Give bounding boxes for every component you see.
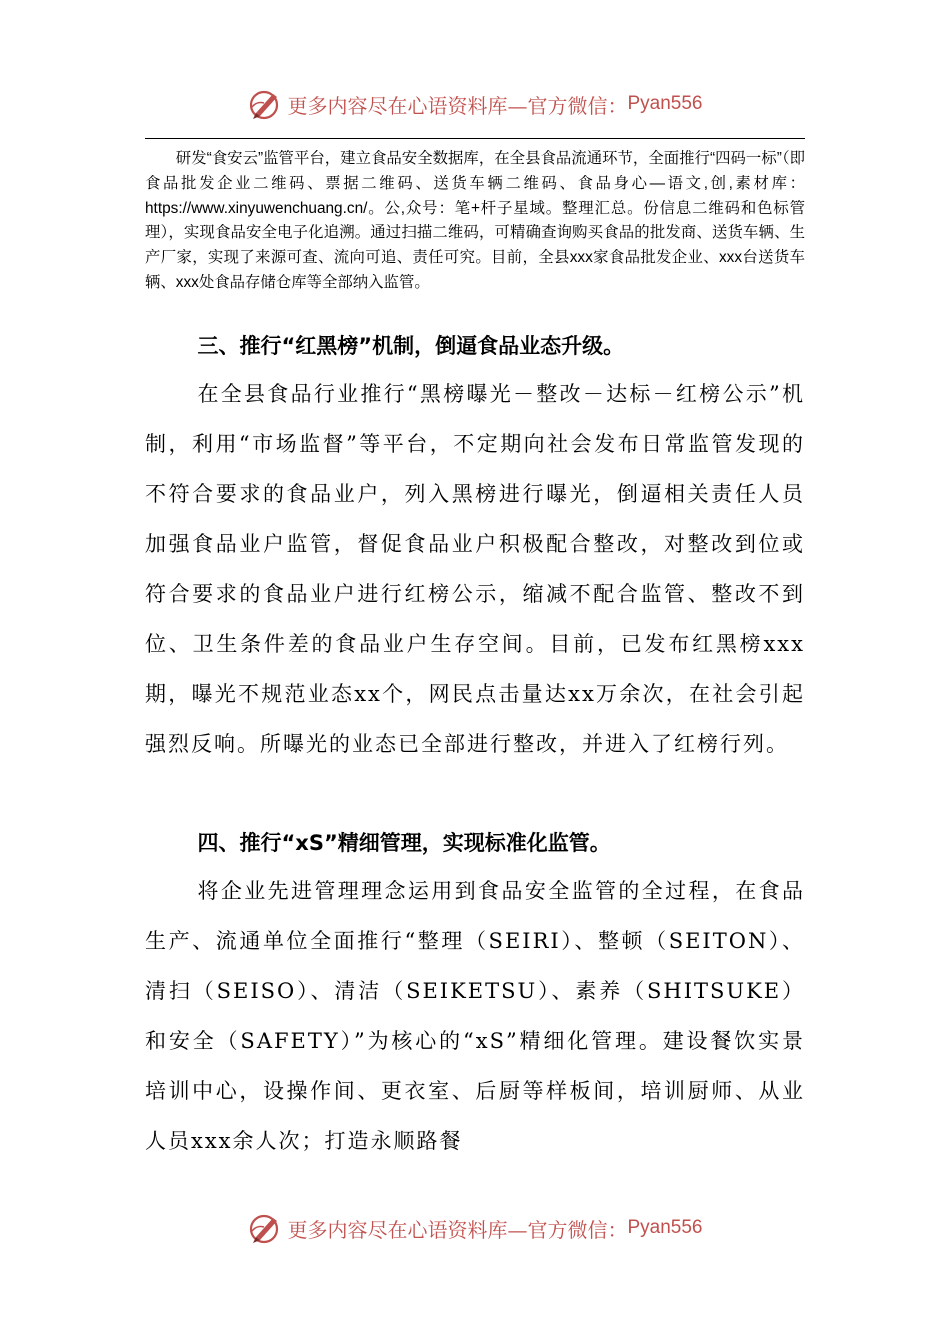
section-4-body [145, 866, 805, 1166]
section-4-heading: 四、推行“xS”精细管理，实现标准化监管。 [197, 831, 611, 855]
section-3-heading: 三、推行“红黑榜”机制，倒逼食品业态升级。 [197, 334, 625, 358]
section-3-paragraph: 在全县食品行业推行“黑榜曝光－整改－达标－红榜公示”机制，利用“市场监督”等平台，不定期向社会发布日常监管发现的不符合要求的食品业户，列入黑榜进行曝光，倒逼相关责任人员加强食品业户监管，督促食品业户积极配合整改，对整改到位或符合要求的食品业户进行红榜公示，缩减不配合监管、整改不到位、卫生条件差的食品业户生存空间。目前，已发布红黑榜xxx期，曝光不规范业态xx个，网民点击量达xx万余次，在社会引起强烈反响。所曝光的业态已全部进行整改，并进入了红榜行列。 [145, 382, 805, 756]
page-header-watermark [0, 86, 950, 122]
page-footer-watermark [0, 1210, 950, 1246]
header-text: 更多内容尽在心语资料库—官方微信： [287, 93, 628, 118]
footer-text: 更多内容尽在心语资料库—官方微信： [287, 1217, 628, 1242]
section-4-paragraph: 将企业先进管理理念运用到食品安全监管的全过程，在食品生产、流通单位全面推行“整理（SEIRI）、整顿（SEITON）、清扫（SEISO）、清洁（SEIKETSU）、素养（SHITSUKE）和安全（SAFETY）”为核心的“xS”精细化管理。建设餐饮实景培训中心，设操作间、更衣室、后厨等样板间，培训厨师、从业人员xxx余人次；打造永顺路餐 [145, 879, 805, 1153]
intro-paragraph: 研发“食安云”监管平台，建立食品安全数据库，在全县食品流通环节，全面推行“四码一标”（即食品批发企业二维码、票据二维码、送货车辆二维码、食品身心—语文,创,素材库：https://www.xinyuwenchuang.cn/。公,众号：笔+杆子星域。整理汇总。份信息二维码和色标管理），实现食品安全电子化追溯。通过扫描二维码，可精确查询购买食品的批发商、送货车辆、生产厂家，实现了来源可查、流向可追、责任可究。目前，全县xxx家食品批发企业、xxx台送货车辆、xxx处食品存储仓库等全部纳入监管。 [145, 150, 805, 291]
section-3-body [145, 369, 805, 769]
pen-circle-logo-icon [247, 87, 283, 121]
header-wechat-id: Pyan556 [627, 93, 703, 114]
pen-circle-logo-icon [247, 1211, 283, 1245]
footer-wechat-id: Pyan556 [627, 1217, 703, 1238]
intro-paragraph-block [145, 147, 805, 296]
header-divider [145, 138, 805, 139]
